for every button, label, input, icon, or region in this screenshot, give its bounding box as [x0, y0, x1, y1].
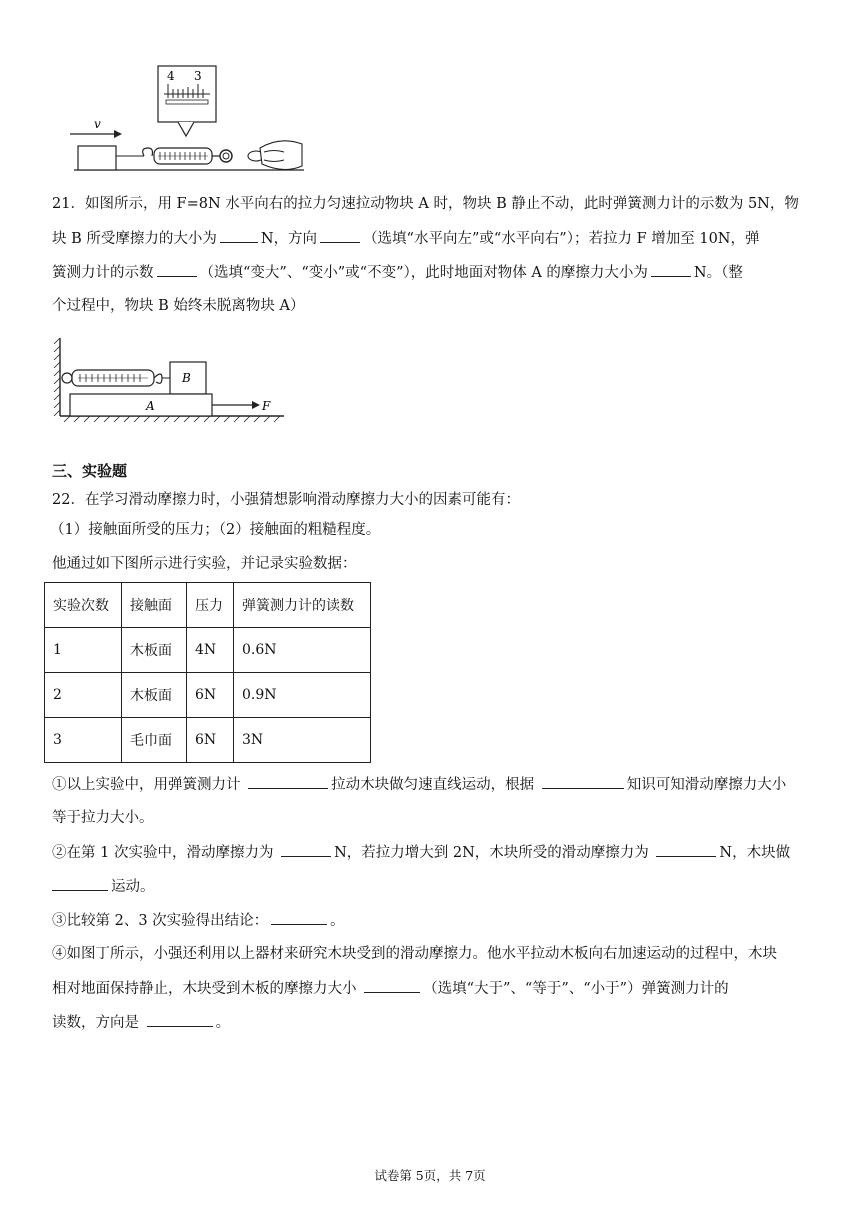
q22-text: ②在第 1 次实验中，滑动摩擦力为 — [52, 845, 274, 861]
q22-part4-line3 — [52, 1012, 812, 1033]
scale-label-3: 3 — [194, 69, 202, 83]
table-cell: 2 — [45, 673, 122, 718]
table-row — [45, 718, 371, 763]
q22-intro: 22．在学习滑动摩擦力时，小强猜想影响滑动摩擦力大小的因素可能有： — [52, 492, 520, 508]
plank-a-label: A — [146, 399, 155, 413]
section-heading: 三、实验题 — [52, 462, 128, 480]
q22-text: 拉动木块做匀速直线运动，根据 — [331, 777, 535, 793]
table-cell: 0.6N — [234, 628, 371, 673]
q22-text: 运动。 — [111, 879, 155, 895]
table-cell: 木板面 — [122, 673, 187, 718]
answer-blank[interactable] — [364, 978, 420, 993]
table-cell: 木板面 — [122, 628, 187, 673]
answer-blank[interactable] — [220, 228, 258, 243]
q22-text: （选填“大于”、“等于”、“小于”）弹簧测力计的 — [423, 981, 729, 997]
q22-text: N，木块做 — [719, 845, 791, 861]
table-row — [45, 628, 371, 673]
table-cell: 3 — [45, 718, 122, 763]
q21-line3 — [52, 262, 812, 283]
table-cell: 4N — [187, 628, 234, 673]
q22-part4-line1: ④如图丁所示，小强还利用以上器材来研究木块受到的滑动摩擦力。他水平拉动木板向右加速运动的过程中，木块 — [52, 946, 777, 962]
table-header-cell: 实验次数 — [45, 583, 122, 628]
q21-text: N，方向 — [260, 231, 318, 247]
answer-blank[interactable] — [320, 228, 360, 243]
plank-a — [70, 394, 212, 416]
table-header-cell: 接触面 — [122, 583, 187, 628]
q22-text: ①以上实验中，用弹簧测力计 — [52, 777, 241, 793]
q22-text: 知识可知滑动摩擦力大小 — [626, 777, 787, 793]
q22-part2-line2 — [52, 876, 812, 897]
scale-label-4: 4 — [167, 69, 175, 83]
q21-text: 簧测力计的示数 — [52, 265, 154, 281]
q22-part2-line1 — [52, 842, 812, 863]
q22-text: 。 — [330, 913, 345, 929]
q22-table-intro: 他通过如下图所示进行实验，并记录实验数据： — [52, 556, 357, 572]
q22-text: ③比较第 2、3 次实验得出结论： — [52, 913, 269, 929]
q21-line2 — [52, 228, 812, 249]
q22-part1-line2: 等于拉力大小。 — [52, 810, 154, 826]
answer-blank[interactable] — [52, 876, 108, 891]
answer-blank[interactable] — [542, 774, 624, 789]
q21-text: （选填“水平向左”或“水平向右”）；若拉力 F 增加至 10N，弹 — [363, 231, 760, 247]
answer-blank[interactable] — [271, 910, 327, 925]
table-header-cell: 弹簧测力计的读数 — [234, 583, 371, 628]
answer-blank[interactable] — [147, 1012, 213, 1027]
table-cell: 0.9N — [234, 673, 371, 718]
q22-factors: （1）接触面所受的压力；（2）接触面的粗糙程度。 — [50, 522, 381, 538]
q22-part1-line1 — [52, 774, 812, 795]
table-cell: 6N — [187, 673, 234, 718]
q21-line1: 21．如图所示，用 F=8N 水平向右的拉力匀速拉动物块 A 时，物块 B 静止不动，此时弹簧测力计的示数为 5N，物 — [52, 196, 799, 212]
figure-stacked-blocks — [52, 334, 288, 424]
table-cell: 1 — [45, 628, 122, 673]
q21-text: 块 B 所受摩擦力的大小为 — [52, 231, 217, 247]
q22-text: 读数，方向是 — [52, 1015, 139, 1031]
answer-blank[interactable] — [651, 262, 691, 277]
figure-spring-scale-pull — [60, 62, 310, 174]
q21-text: （选填“变大”、“变小”或“不变”），此时地面对物体 A 的摩擦力大小为 — [199, 265, 648, 281]
velocity-label: v — [94, 117, 101, 131]
q21-text: N。（整 — [693, 265, 743, 281]
answer-blank[interactable] — [656, 842, 716, 857]
experiment-table — [44, 582, 371, 763]
answer-blank[interactable] — [281, 842, 331, 857]
table-header-row — [45, 583, 371, 628]
block-b-label: B — [182, 371, 191, 385]
q22-text: N，若拉力增大到 2N，木块所受的滑动摩擦力为 — [334, 845, 649, 861]
answer-blank[interactable] — [248, 774, 328, 789]
force-label: F — [262, 399, 271, 413]
q22-text: 。 — [215, 1015, 231, 1031]
table-header-cell: 压力 — [187, 583, 234, 628]
table-row — [45, 673, 371, 718]
q22-part4-line2 — [52, 978, 812, 999]
table-cell: 6N — [187, 718, 234, 763]
answer-blank[interactable] — [157, 262, 197, 277]
q22-text: 相对地面保持静止，木块受到木板的摩擦力大小 — [52, 981, 357, 997]
page-footer: 试卷第 5页，共 7页 — [374, 1168, 486, 1183]
block — [78, 146, 116, 170]
q21-line4: 个过程中，物块 B 始终未脱离物块 A） — [52, 298, 305, 314]
table-cell: 3N — [234, 718, 371, 763]
table-cell: 毛巾面 — [122, 718, 187, 763]
hand — [248, 141, 302, 170]
q22-part3 — [52, 910, 812, 931]
